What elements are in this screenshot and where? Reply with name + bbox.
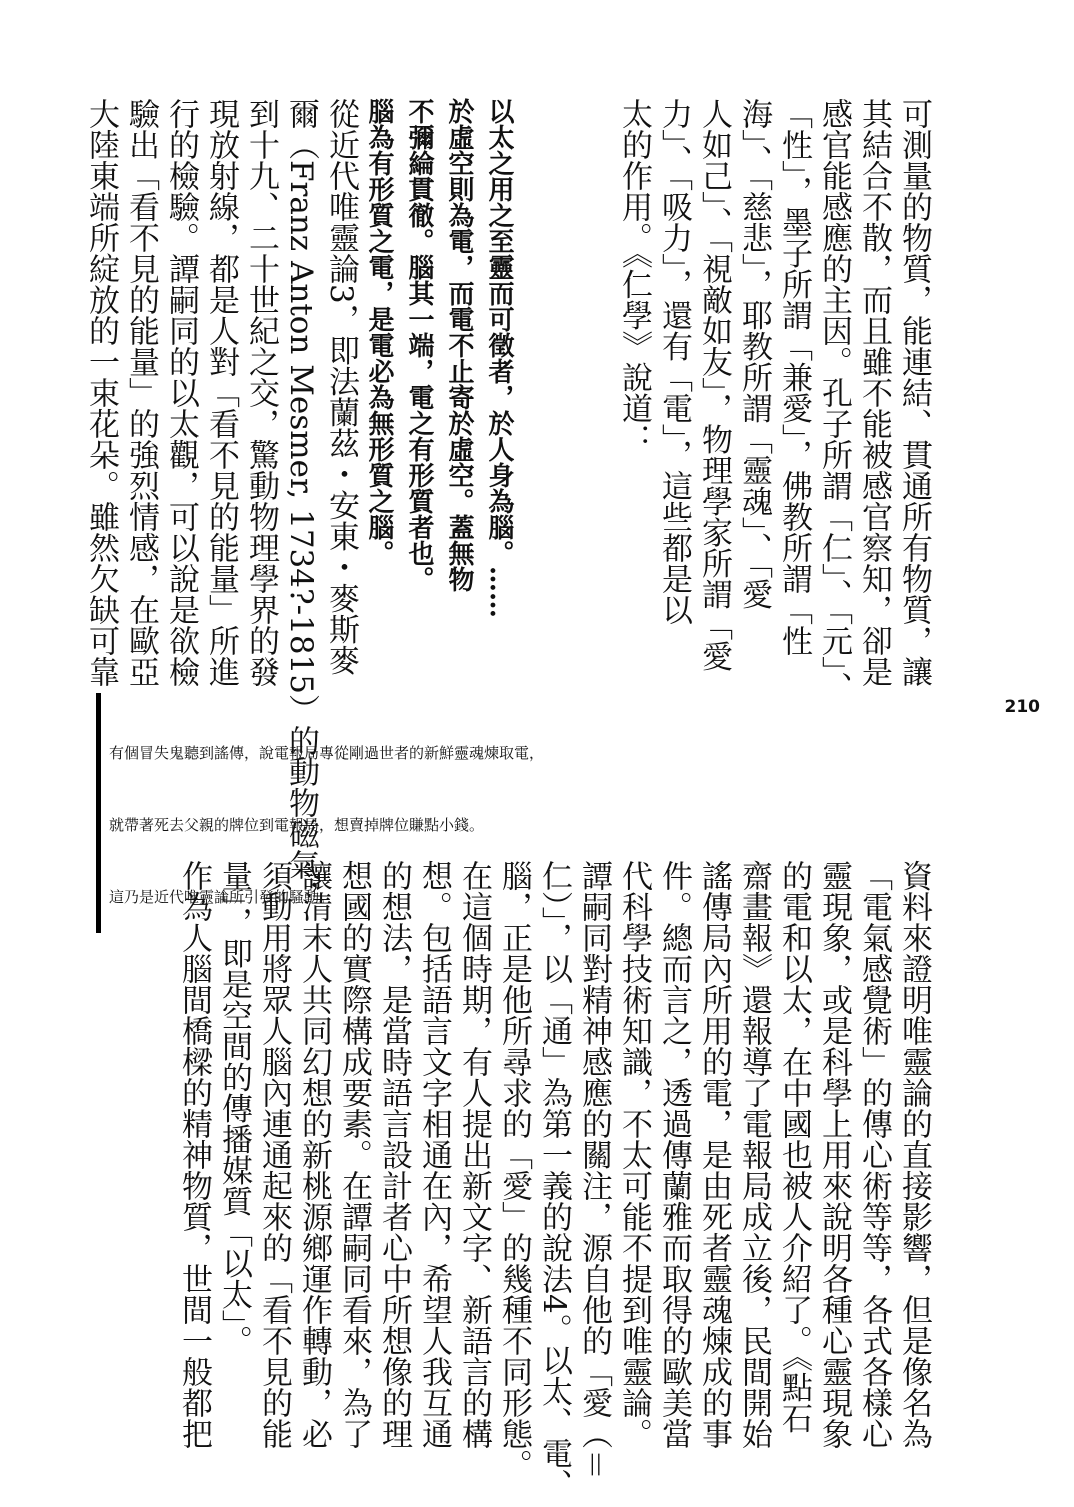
caption-line: 有個冒失鬼聽到謠傳，說電報局專從剛過世者的新鮮靈魂煉取電， [109,744,545,762]
text-column: 齋畫報》還報導了電報局成立後，民間開始 [736,860,772,1449]
text-column: 海」、「慈悲」，耶教所謂「靈魂」、「愛 [736,98,772,610]
text-column: 件。總而言之，透過傳蘭雅而取得的歐美當 [656,860,692,1449]
text-column: 作為人腦間橋樑的精神物質，世間一般都把 [176,860,212,1449]
text-column: 爾（Franz Anton Mesmer, 1734?-1815）的動物磁氣， [283,98,319,911]
text-column: 可測量的物質，能連結、貫通所有物質，讓 [896,98,932,687]
text-column: 太的作用。《仁學》說道： [616,98,652,455]
main-text-bottom [174,860,934,1500]
main-text-top [614,98,934,703]
text-column: 現放射線，都是人對「看不見的能量」所進 [203,98,239,687]
text-column: 「性」，墨子所謂「兼愛」，佛教所謂「性 [776,98,812,656]
text-column: 想國的實際構成要素。在譚嗣同看來，為了 [336,860,372,1449]
text-column: 力」、「吸力」，還有「電」，這些都是以 [656,98,692,625]
text-column: 仁）」，以「通」為第一義的說法4。以太、電、 [536,860,572,1500]
caption-line: 就帶著死去父親的牌位到電報局，想賣掉牌位賺點小錢。 [109,816,485,834]
text-column: 到十九、二十世紀之交，驚動物理學界的發 [243,98,279,687]
text-column: 代科學技術知識，不太可能不提到唯靈論。 [616,860,652,1449]
text-column: 行的檢驗。譚嗣同的以太觀，可以說是欲檢 [163,98,199,687]
text-column: 其結合不散，而且雖不能被感官察知，卻是 [856,98,892,687]
text-column: 讓清末人共同幻想的新桃源鄉運作轉動，必 [296,860,332,1449]
text-column: 謠傳局內所用的電，是由死者靈魂煉成的事 [696,860,732,1449]
text-column: 在這個時期，有人提出新文字、新語言的構 [456,860,492,1449]
page-number: 210 [1004,697,1040,717]
text-column: 的想法，是當時語言設計者心中所想像的理 [376,860,412,1449]
text-column: 大陸東端所綻放的一束花朵。雖然欠缺可靠 [83,98,119,687]
text-column: 不彌綸貫徹。腦其一端，電之有形質者也。 [404,98,434,592]
text-column: 譚嗣同對精神感應的關注，源自他的「愛（＝ [576,860,612,1480]
text-column: 人如己」、「視敵如友」，物理學家所謂「愛 [696,98,732,672]
text-column: 想。包括語言文字相通在內，希望人我互通 [416,860,452,1449]
text-column: 須動用將眾人腦內連通起來的「看不見的能 [256,860,292,1449]
text-column: 從近代唯靈論3，即法蘭茲・安東・麥斯麥 [323,98,359,676]
text-column: 量」，即是空間的傳播媒質「以太」。 [216,860,252,1356]
block-quote [359,98,519,618]
text-column: 資料來證明唯靈論的直接影響，但是像名為 [896,860,932,1449]
text-column: 腦，正是他所尋求的「愛」的幾種不同形態。 [496,860,532,1480]
text-column: 以太之用之至靈而可徵者，於人身為腦。…… [484,98,514,618]
text-column: 驗出「看不見的能量」的強烈情感，在歐亞 [123,98,159,687]
caption-line: 這乃是近代唯靈論所引發的騷動。 [109,888,335,906]
text-column: 靈現象，或是科學上用來說明各種心靈現象 [816,860,852,1449]
text-column: 的電和以太，在中國也被人介紹了。《點石 [776,860,812,1434]
text-column: 腦為有形質之電，是電必為無形質之腦。 [364,98,394,566]
text-column: 於虛空則為電，而電不止寄於虛空。蓋無物 [444,98,474,592]
text-column: 感官能感應的主因。孔子所謂「仁」、「元」、 [816,98,852,703]
text-column: 「電氣感覺術」的傳心術等等，各式各樣心 [856,860,892,1449]
